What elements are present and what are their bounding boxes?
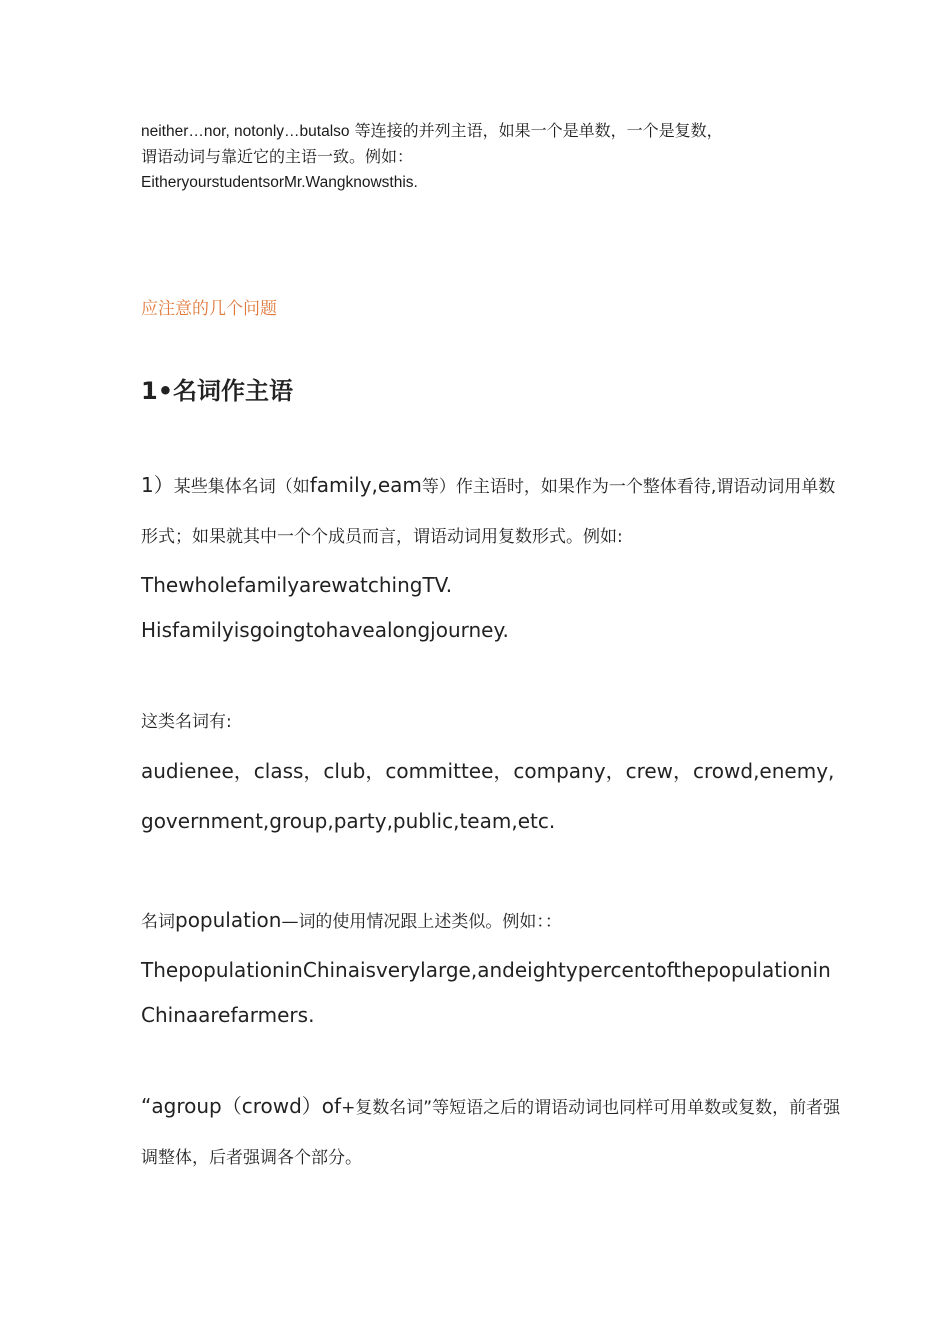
paragraph-text-2: 等）作主语时，如果作为一个整体看待,谓语动词用单数形式；如果就其中一个个成员而言，谓语动词用复数形式。例如: [141,477,836,547]
population-paragraph [141,895,841,947]
population-example: ThepopulationinChinaisverylarge,andeightypercentofthepopulationinChinaarefarmers. [141,958,831,1027]
section-title: 1•名词作主语 [141,377,294,405]
intro-latin-text: neither…nor, notonly…butalso [141,123,350,140]
item-number: 1） [141,473,174,497]
term-family: family,eam [309,473,422,497]
term-population: population [175,908,282,932]
example-sentence-1: ThewholefamilyarewatchingTV. [141,573,453,597]
intro-example: EitheryourstudentsorMr.Wangknowsthis. [141,174,418,191]
group-paragraph [141,1081,841,1183]
orange-heading: 应注意的几个问题 [141,299,277,319]
intro-cjk-text: 等连接的并列主语，如果一个是单数，一个是复数， [349,121,723,140]
example-sentence-2: Hisfamilyisgoingtohavealongjourney. [141,618,509,642]
term-agroup: “agroup（crowd）of [141,1094,342,1118]
noun-list: audienee，class，club，committee，company，crew，crowd,enemy,government,group,party,public,team,etc. [141,759,835,833]
examples-block-1 [141,563,841,653]
population-text-2: —词的使用情况跟上述类似。例如：： [281,912,562,932]
paragraph-text-1: 某些集体名词（如 [173,477,310,497]
intro-line-2: 谓语动词与靠近它的主语一致。例如： [141,147,414,166]
collective-noun-paragraph [141,460,841,562]
population-text-1: 名词 [141,912,175,932]
intro-paragraph [141,118,841,195]
noun-list-intro: 这类名词有: [141,712,232,732]
group-text: +复数名词”等短语之后的谓语动词也同样可用单数或复数，前者强调整体，后者强调各个部分。 [141,1098,841,1168]
